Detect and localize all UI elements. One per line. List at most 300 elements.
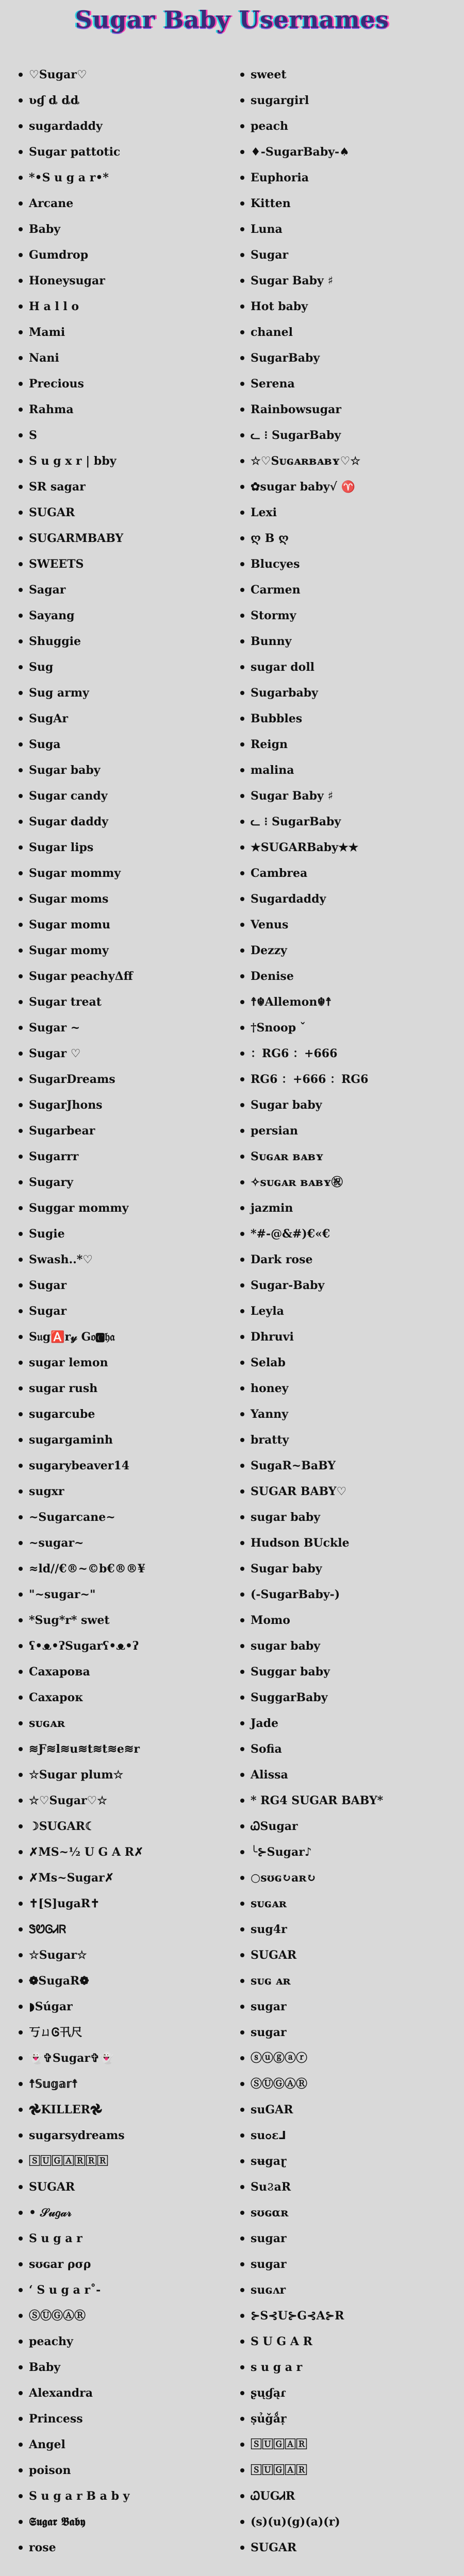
- username-text: Sayang: [29, 609, 75, 622]
- bullet-icon: [19, 485, 23, 489]
- username-text: jazmin: [251, 1201, 293, 1215]
- username-text: Suggar baby: [251, 1665, 330, 1679]
- bullet-icon: [19, 1489, 23, 1494]
- bullet-icon: [19, 2262, 23, 2266]
- bullet-icon: [240, 742, 244, 747]
- username-text: sʊɢar ρσρ: [29, 2258, 91, 2271]
- bullet-icon: [240, 279, 244, 283]
- list-item: [15, 1247, 237, 1273]
- list-item: [15, 2200, 237, 2226]
- username-text: Momo: [251, 1614, 290, 1627]
- list-item: [15, 1556, 237, 1582]
- username-text: ʂųɠąɾ: [251, 2386, 286, 2400]
- bullet-icon: [19, 2417, 23, 2421]
- username-text: 🅂🅄🄶🄰🅁: [251, 2464, 308, 2477]
- list-item: [15, 1814, 237, 1839]
- username-text: Hot baby: [251, 300, 308, 313]
- bullet-icon: [19, 1618, 23, 1622]
- list-item: [237, 1788, 459, 1814]
- username-text: ：RG6 ：+666: [251, 1047, 338, 1060]
- bullet-icon: [240, 1180, 244, 1184]
- username-text: sugardaddy: [29, 120, 103, 133]
- list-item: [237, 577, 459, 603]
- bullet-icon: [19, 974, 23, 978]
- list-item: [15, 603, 237, 629]
- bullet-icon: [19, 1103, 23, 1107]
- username-text: S u g x r | bby: [29, 454, 117, 468]
- username-text: * RG4 SUGAR BABY*: [251, 1794, 384, 1807]
- bullet-icon: [19, 1979, 23, 1983]
- username-text: ☆Sugar plum☆: [29, 1768, 124, 1782]
- bullet-icon: [19, 1335, 23, 1339]
- list-item: [15, 2458, 237, 2483]
- username-text: ⊱S⊰U⊱G⊰A⊱R: [251, 2309, 344, 2323]
- username-text: Leyla: [251, 1304, 284, 1318]
- list-item: [237, 242, 459, 268]
- list-item: [15, 1891, 237, 1917]
- bullet-icon: [19, 1850, 23, 1854]
- bullet-icon: [240, 691, 244, 695]
- bullet-icon: [240, 1386, 244, 1391]
- list-item: [237, 989, 459, 1015]
- list-item: [15, 294, 237, 319]
- list-item: [237, 191, 459, 216]
- bullet-icon: [19, 1799, 23, 1803]
- username-text: SugAr: [29, 712, 68, 725]
- bullet-icon: [240, 124, 244, 128]
- bullet-icon: [19, 1361, 23, 1365]
- list-item: [237, 1144, 459, 1170]
- username-text: suߋɛ⅃: [251, 2129, 286, 2142]
- username-text: rose: [29, 2541, 56, 2554]
- list-item: [15, 912, 237, 938]
- list-item: [237, 2020, 459, 2045]
- list-item: [237, 1582, 459, 1607]
- list-item: [15, 1350, 237, 1376]
- bullet-icon: [240, 1670, 244, 1674]
- bullet-icon: [240, 511, 244, 515]
- bullet-icon: [240, 1567, 244, 1571]
- list-item: [15, 783, 237, 809]
- username-text: Gumdrop: [29, 248, 89, 262]
- list-item: [237, 963, 459, 989]
- list-item: [237, 1814, 459, 1839]
- bullet-icon: [240, 1592, 244, 1597]
- username-text: ≈ld//€®~©b€®®¥: [29, 1562, 145, 1575]
- username-text: Sugar: [29, 1279, 67, 1292]
- list-item: [237, 2354, 459, 2380]
- username-text: (s)(u)(g)(a)(r): [251, 2515, 340, 2529]
- bullet-icon: [240, 1335, 244, 1339]
- bullet-icon: [240, 2211, 244, 2215]
- list-item: [15, 1917, 237, 1942]
- bullet-icon: [19, 98, 23, 103]
- list-item: [15, 2509, 237, 2535]
- username-text: S u g a r B a b y: [29, 2489, 130, 2503]
- username-text: Rahma: [29, 403, 74, 416]
- bullet-icon: [19, 871, 23, 875]
- bullet-icon: [240, 588, 244, 592]
- list-item: [237, 1942, 459, 1968]
- username-text: Sugar peachyΔff: [29, 970, 133, 983]
- username-text: Sugar Baby ♯: [251, 274, 334, 287]
- username-text: Honeysugar: [29, 274, 105, 287]
- username-text: Sugar ~: [29, 1021, 80, 1035]
- bullet-icon: [19, 2494, 23, 2498]
- username-text: ☆Sugar☆: [29, 1948, 87, 1962]
- list-item: [237, 1376, 459, 1401]
- username-text: SUGAR: [251, 1948, 297, 1962]
- username-text: Bubbles: [251, 712, 303, 725]
- bullet-icon: [19, 562, 23, 566]
- bullet-icon: [19, 1180, 23, 1184]
- username-text: sᴜɢ ᴀʀ: [251, 1974, 291, 1988]
- bullet-icon: [240, 253, 244, 257]
- username-text: Sugar Baby ♯: [251, 789, 334, 803]
- username-text: Hudson BUckle: [251, 1536, 350, 1550]
- bullet-icon: [19, 2546, 23, 2550]
- list-item: [15, 1788, 237, 1814]
- username-text: Kitten: [251, 197, 291, 210]
- list-item: [15, 2535, 237, 2561]
- username-text: ʋɠ ȡ ȡȡ: [29, 94, 80, 107]
- bullet-icon: [19, 665, 23, 669]
- list-item: [237, 1221, 459, 1247]
- username-text: ✗MS~½ U G A R✗: [29, 1845, 144, 1859]
- username-text: *#-@&#)€«€: [251, 1227, 330, 1241]
- username-text: sugargaminh: [29, 1433, 113, 1447]
- bullet-icon: [19, 1670, 23, 1674]
- list-item: [237, 88, 459, 113]
- username-text: • 𝒮𝓊𝑔𝒶𝓇: [29, 2206, 72, 2219]
- list-item: [15, 1582, 237, 1607]
- bullet-icon: [240, 665, 244, 669]
- bullet-icon: [19, 1000, 23, 1004]
- list-item: [15, 1092, 237, 1118]
- bullet-icon: [19, 2236, 23, 2241]
- bullet-icon: [240, 2159, 244, 2163]
- list-item: [237, 938, 459, 963]
- username-text: ✗Ms~Sugar✗: [29, 1871, 114, 1885]
- bullet-icon: [240, 871, 244, 875]
- bullet-icon: [240, 717, 244, 721]
- username-text: ᓚ ⁝ SugarBaby: [251, 429, 341, 442]
- username-text: S U G A R: [251, 2335, 312, 2348]
- list-item: [237, 1350, 459, 1376]
- bullet-icon: [240, 227, 244, 231]
- username-text: Sugar ♡: [29, 1047, 81, 1060]
- bullet-icon: [19, 820, 23, 824]
- list-item: [15, 1298, 237, 1324]
- list-item: [15, 2251, 237, 2277]
- bullet-icon: [240, 2546, 244, 2550]
- bullet-icon: [240, 2236, 244, 2241]
- list-item: [15, 1942, 237, 1968]
- list-item: [237, 1917, 459, 1942]
- list-item: [237, 397, 459, 422]
- list-item: [237, 654, 459, 680]
- username-text: SugarDreams: [29, 1073, 115, 1086]
- username-text: ᓚ ⁝ SugarBaby: [251, 815, 341, 828]
- bullet-icon: [19, 1052, 23, 1056]
- bullet-icon: [240, 794, 244, 798]
- username-text: malina: [251, 764, 294, 777]
- username-text: *Sug*r* swet: [29, 1614, 110, 1627]
- bullet-icon: [240, 1927, 244, 1931]
- list-item: [237, 551, 459, 577]
- username-text: Sᴜɢᴀʀ ʙᴀʙʏ: [251, 1150, 324, 1163]
- username-text: ᏕᏬᎶᏗᏒ: [29, 1923, 67, 1936]
- username-text: S𝔲g🅰️r𝓎 G𝔬🅲𝔥𝔞: [29, 1330, 115, 1344]
- username-text: ◗Súgar: [29, 2000, 73, 2013]
- username-text: sugar rush: [29, 1382, 98, 1395]
- bullet-icon: [19, 768, 23, 772]
- list-item: [237, 1066, 459, 1092]
- username-text: Blucyes: [251, 557, 300, 571]
- list-item: [237, 1092, 459, 1118]
- list-item: [15, 1865, 237, 1891]
- username-text: ╰⊱Sugar♪: [251, 1845, 312, 1859]
- list-item: [237, 1556, 459, 1582]
- username-text: Sugar baby: [251, 1098, 322, 1112]
- bullet-icon: [240, 923, 244, 927]
- list-item: [15, 1273, 237, 1298]
- bullet-icon: [240, 614, 244, 618]
- bullet-icon: [19, 279, 23, 283]
- bullet-icon: [240, 1773, 244, 1777]
- bullet-icon: [19, 124, 23, 128]
- list-item: [237, 1633, 459, 1659]
- list-item: [15, 319, 237, 345]
- bullet-icon: [240, 1052, 244, 1056]
- list-item: [237, 165, 459, 191]
- bullet-icon: [19, 1876, 23, 1880]
- list-item: [15, 448, 237, 474]
- list-item: [237, 1659, 459, 1685]
- username-text: sugar doll: [251, 660, 315, 674]
- list-item: [237, 2226, 459, 2251]
- username-text: s u g a r: [251, 2361, 303, 2374]
- list-item: [237, 1427, 459, 1453]
- list-item: [237, 422, 459, 448]
- username-text: 𝕾𝖚𝖌𝖆𝖗 𝕭𝖆𝖇𝖞: [29, 2515, 86, 2529]
- bullet-icon: [240, 1103, 244, 1107]
- list-item: [15, 1659, 237, 1685]
- bullet-icon: [19, 201, 23, 206]
- username-text: sugar baby: [251, 1511, 321, 1524]
- username-text: Sugar candy: [29, 789, 108, 803]
- list-item: [237, 1839, 459, 1865]
- bullet-icon: [19, 1129, 23, 1133]
- bullet-icon: [19, 2211, 23, 2215]
- username-text: ✝[S]ugaR✝: [29, 1897, 100, 1910]
- username-text: Sofia: [251, 1742, 282, 1756]
- list-item: [237, 783, 459, 809]
- username-text: 🅂🅄🄶🄰🅁: [251, 2438, 308, 2451]
- username-text: Baby: [29, 2361, 61, 2374]
- username-text: S u g a r: [29, 2232, 82, 2245]
- username-text: Alexandra: [29, 2386, 93, 2400]
- list-item: [15, 629, 237, 654]
- list-item: [237, 809, 459, 835]
- bullet-icon: [240, 897, 244, 901]
- username-text: Baby: [29, 223, 61, 236]
- list-item: [237, 2458, 459, 2483]
- list-item: [237, 2045, 459, 2071]
- bullet-icon: [19, 1541, 23, 1545]
- list-item: [15, 2045, 237, 2071]
- list-item: [15, 2020, 237, 2045]
- username-text: Stormy: [251, 609, 296, 622]
- bullet-icon: [19, 1283, 23, 1287]
- username-text: ☆♡Sugar♡☆: [29, 1794, 108, 1807]
- username-text: ~sugar~: [29, 1536, 84, 1550]
- list-item: [15, 2483, 237, 2509]
- username-text: suɢʌr: [251, 2283, 286, 2297]
- bullet-icon: [240, 176, 244, 180]
- bullet-icon: [240, 1953, 244, 1957]
- username-text: Сахарок: [29, 1691, 84, 1704]
- list-item: [237, 1247, 459, 1273]
- list-item: [15, 1144, 237, 1170]
- username-text: Serena: [251, 377, 295, 391]
- list-item: [237, 474, 459, 500]
- list-item: [15, 1015, 237, 1041]
- bullet-icon: [240, 1309, 244, 1313]
- username-text: ⓈⓊⒼⒶⓇ: [29, 2309, 86, 2323]
- list-item: [237, 1015, 459, 1041]
- bullet-icon: [19, 1824, 23, 1828]
- bullet-icon: [19, 1902, 23, 1906]
- username-text: sug4r: [251, 1923, 287, 1936]
- list-item: [15, 1994, 237, 2020]
- bullet-icon: [19, 1747, 23, 1751]
- username-text: Sugary: [29, 1176, 73, 1189]
- bullet-icon: [240, 485, 244, 489]
- username-text: 🅂🅄🄶🄰🅁🅁🅁: [29, 2155, 109, 2168]
- bullet-icon: [240, 1721, 244, 1725]
- username-text: Arcane: [29, 197, 74, 210]
- bullet-icon: [19, 2133, 23, 2138]
- bullet-icon: [19, 2340, 23, 2344]
- username-text: sugargirl: [251, 94, 309, 107]
- username-text: suɡar: [251, 2232, 287, 2245]
- list-item: [15, 835, 237, 860]
- bullet-icon: [19, 150, 23, 154]
- username-text: SugarJhons: [29, 1098, 103, 1112]
- bullet-icon: [19, 1953, 23, 1957]
- bullet-icon: [240, 2314, 244, 2318]
- username-text: 𖣘KILLER𖣘: [29, 2103, 103, 2116]
- username-text: chanel: [251, 326, 293, 339]
- list-item: [15, 2354, 237, 2380]
- bullet-icon: [19, 1232, 23, 1236]
- username-text: suGAR: [251, 2103, 293, 2116]
- username-text: Sugar pattotic: [29, 145, 121, 159]
- list-item: [15, 938, 237, 963]
- bullet-icon: [240, 2520, 244, 2524]
- bullet-icon: [19, 923, 23, 927]
- username-text: SugarBaby: [251, 351, 320, 365]
- bullet-icon: [19, 614, 23, 618]
- bullet-icon: [19, 2159, 23, 2163]
- username-text: Sagar: [29, 583, 66, 597]
- bullet-icon: [19, 253, 23, 257]
- list-item: [237, 835, 459, 860]
- list-item: [237, 1504, 459, 1530]
- username-text: sugxr: [29, 1485, 64, 1498]
- bullet-icon: [19, 1927, 23, 1931]
- bullet-icon: [240, 948, 244, 953]
- bullet-icon: [19, 1258, 23, 1262]
- list-item: [237, 2303, 459, 2329]
- username-text: poison: [29, 2464, 71, 2477]
- list-item: [15, 809, 237, 835]
- username-text: honey: [251, 1382, 289, 1395]
- list-item: [15, 2174, 237, 2200]
- username-text: ≋Ƒ≋l≋u≋t≋t≋e≋r: [29, 1742, 140, 1756]
- bullet-icon: [19, 1412, 23, 1416]
- list-item: [237, 1298, 459, 1324]
- bullet-icon: [240, 1979, 244, 1983]
- list-item: [15, 2406, 237, 2432]
- list-item: [237, 268, 459, 294]
- list-item: [15, 1041, 237, 1066]
- list-item: [15, 2432, 237, 2458]
- username-text: Yanny: [251, 1408, 289, 1421]
- bullet-icon: [240, 1515, 244, 1519]
- username-text: Sug army: [29, 686, 89, 700]
- bullet-icon: [19, 1386, 23, 1391]
- bullet-icon: [240, 98, 244, 103]
- list-item: [237, 757, 459, 783]
- bullet-icon: [19, 330, 23, 334]
- bullet-icon: [240, 1258, 244, 1262]
- list-item: [237, 2174, 459, 2200]
- username-text: ღ B ღ: [251, 532, 289, 545]
- list-item: [15, 474, 237, 500]
- bullet-icon: [19, 742, 23, 747]
- list-item: [15, 1427, 237, 1453]
- username-text: Sugar: [29, 1304, 67, 1318]
- list-item: [15, 2303, 237, 2329]
- list-item: [237, 706, 459, 732]
- bullet-icon: [19, 794, 23, 798]
- list-item: [15, 1066, 237, 1092]
- username-text: Bunny: [251, 635, 292, 648]
- bullet-icon: [240, 1902, 244, 1906]
- username-text: ☆♡Sᴜɢᴀʀʙᴀʙʏ♡☆: [251, 454, 361, 468]
- bullet-icon: [240, 2262, 244, 2266]
- username-text: sugarcube: [29, 1408, 95, 1421]
- bullet-icon: [19, 1773, 23, 1777]
- bullet-icon: [240, 1618, 244, 1622]
- list-item: [15, 551, 237, 577]
- username-text: ♦-SugarBaby-♠: [251, 145, 350, 159]
- bullet-icon: [19, 2443, 23, 2447]
- username-text: Sugarbear: [29, 1124, 95, 1138]
- username-text: Jade: [251, 1717, 279, 1730]
- list-item: [237, 1994, 459, 2020]
- bullet-icon: [19, 2468, 23, 2472]
- list-item: [15, 1607, 237, 1633]
- username-text: Suga: [29, 738, 61, 751]
- list-item: [237, 2535, 459, 2561]
- username-text: SUGARMBABY: [29, 532, 124, 545]
- username-text: Shuggie: [29, 635, 81, 648]
- list-item: [237, 1324, 459, 1350]
- username-text: bratty: [251, 1433, 289, 1447]
